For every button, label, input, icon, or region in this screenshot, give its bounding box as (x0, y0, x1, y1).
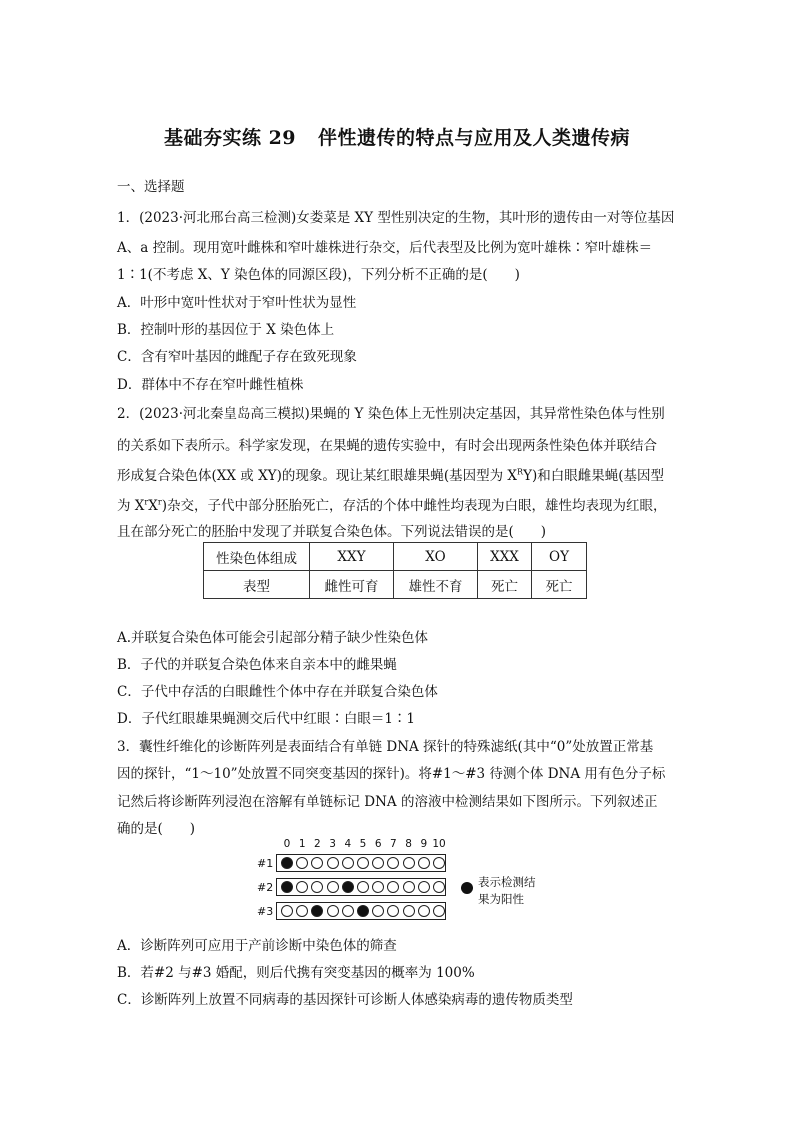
table-cell: XXY (310, 543, 394, 571)
title-part1: 基础夯实练 29 (163, 127, 297, 149)
negative-dot (372, 857, 384, 869)
negative-dot (403, 905, 415, 917)
q1-line-2: A、a 控制。现用宽叶雌株和窄叶雄株进行杂交，后代表型及比例为宽叶雄株∶窄叶雄株＝ (117, 240, 653, 256)
q3-line-2: 因的探针，“1～10”处放置不同突变基因的探针)。将#1～#3 待测个体 DNA 用有色分子标 (117, 766, 666, 782)
negative-dot (372, 881, 384, 893)
table-cell: OY (532, 543, 587, 571)
positive-dot (311, 905, 323, 917)
q3-option-a: A．诊断阵列可应用于产前诊断中染色体的筛查 (117, 938, 397, 954)
negative-dot (311, 857, 323, 869)
q3-line-3: 记然后将诊断阵列浸泡在溶解有单链标记 DNA 的溶液中检测结果如下图所示。下列叙述正 (117, 794, 658, 810)
probe-number: 6 (374, 838, 382, 850)
q3-line-4: 确的是( ) (117, 821, 196, 837)
negative-dot (296, 881, 308, 893)
array-strip (276, 854, 446, 872)
q1-option-c: C．含有窄叶基因的雌配子存在致死现象 (117, 349, 357, 365)
table-row-phenotype (204, 571, 587, 599)
negative-dot (418, 857, 430, 869)
negative-dot (433, 857, 445, 869)
probe-number: 5 (359, 838, 367, 850)
q2-option-a: A.并联复合染色体可能会引起部分精子缺少性染色体 (117, 630, 429, 646)
probe-number: 2 (314, 838, 321, 850)
table-cell: 雌性可育 (310, 571, 394, 599)
negative-dot (342, 857, 354, 869)
q1-line-3: 1∶1(不考虑 X、Y 染色体的同源区段)，下列分析不正确的是( ) (117, 267, 520, 283)
q2-option-c: C．子代中存活的白眼雌性个体中存在并联复合染色体 (117, 684, 438, 700)
probe-number: 4 (344, 838, 352, 850)
title-part2: 伴性遗传的特点与应用及人类遗传病 (318, 127, 631, 149)
table-row-header (204, 543, 587, 571)
q2-option-b: B．子代的并联复合染色体来自亲本中的雌果蝇 (117, 657, 397, 673)
array-strip (276, 902, 446, 920)
negative-dot (403, 881, 415, 893)
q1-option-b: B．控制叶形的基因位于 X 染色体上 (117, 322, 335, 338)
q3-line-1: 3．囊性纤维化的诊断阵列是表面结合有单链 DNA 探针的特殊滤纸(其中“0”处放置正常基 (117, 739, 654, 755)
table-cell: XO (394, 543, 478, 571)
q2-line-4: 为 $X^rX^r$)杂交，子代中部分胚胎死亡，存活的个体中雌性均表现为白眼，雄性均表现为红眼， (117, 497, 667, 514)
negative-dot (372, 905, 384, 917)
negative-dot (403, 857, 415, 869)
probe-number: 7 (390, 838, 397, 850)
table-cell: 死亡 (532, 571, 587, 599)
negative-dot (357, 857, 369, 869)
positive-dot (281, 857, 293, 869)
q2-line-1: 2．(2023·河北秦皇岛高三模拟)果蝇的 Y 染色体上无性别决定基因，其异常性染色体与性别 (117, 406, 665, 422)
negative-dot (342, 905, 354, 917)
array-row-label: #3 (257, 905, 274, 918)
probe-number: 8 (405, 838, 412, 850)
negative-dot (387, 881, 399, 893)
negative-dot (387, 857, 399, 869)
table-cell: XXX (478, 543, 532, 571)
negative-dot (311, 881, 323, 893)
negative-dot (327, 857, 339, 869)
negative-dot (433, 905, 445, 917)
array-row-label: #2 (257, 881, 274, 894)
positive-dot (281, 881, 293, 893)
table-cell: 表型 (204, 571, 310, 599)
probe-number: 3 (329, 838, 336, 850)
negative-dot (418, 881, 430, 893)
negative-dot (296, 857, 308, 869)
q3-option-b: B．若#2 与#3 婚配，则后代携有突变基因的概率为 100% (117, 965, 475, 981)
positive-dot (342, 881, 354, 893)
sex-chromosome-table (203, 542, 587, 599)
negative-dot (387, 905, 399, 917)
q2-option-d: D．子代红眼雄果蝇测交后代中红眼∶白眼＝1∶1 (117, 711, 416, 727)
negative-dot (418, 905, 430, 917)
probe-number: 10 (432, 838, 446, 850)
negative-dot (327, 905, 339, 917)
q2-line-2: 的关系如下表所示。科学家发现，在果蝇的遗传实验中，有时会出现两条性染色体并联结合 (117, 438, 657, 454)
probe-number: 9 (420, 838, 428, 850)
probe-number: 0 (283, 838, 291, 850)
array-row-label: #1 (257, 857, 274, 870)
negative-dot (327, 881, 339, 893)
q2-line-5: 且在部分死亡的胚胎中发现了并联复合染色体。下列说法错误的是( ) (117, 524, 547, 540)
legend-text: 表示检测结 果为阳性 (478, 875, 536, 906)
negative-dot (357, 881, 369, 893)
positive-dot-icon (461, 882, 473, 894)
positive-dot (357, 905, 369, 917)
page-title (0, 123, 794, 150)
table-cell: 死亡 (478, 571, 532, 599)
probe-number: 1 (298, 838, 306, 850)
negative-dot (296, 905, 308, 917)
table-cell: 性染色体组成 (204, 543, 310, 571)
array-strip (276, 878, 446, 896)
section-heading: 一、选择题 (117, 179, 185, 195)
q1-option-d: D．群体中不存在窄叶雌性植株 (117, 377, 304, 393)
q3-option-c: C．诊断阵列上放置不同病毒的基因探针可诊断人体感染病毒的遗传物质类型 (117, 992, 573, 1008)
negative-dot (281, 905, 293, 917)
negative-dot (433, 881, 445, 893)
q1-option-a: A．叶形中宽叶性状对于窄叶性状为显性 (117, 295, 357, 311)
table-cell: 雄性不育 (394, 571, 478, 599)
q1-line-1: 1．(2023·河北邢台高三检测)女娄菜是 XY 型性别决定的生物，其叶形的遗传由一对等位基因 (117, 210, 675, 226)
q2-line-3: 形成复合染色体(XX 或 XY)的现象。现让某红眼雄果蝇(基因型为 $X^RY$)和白眼雌果蝇(基因型 (117, 467, 665, 484)
